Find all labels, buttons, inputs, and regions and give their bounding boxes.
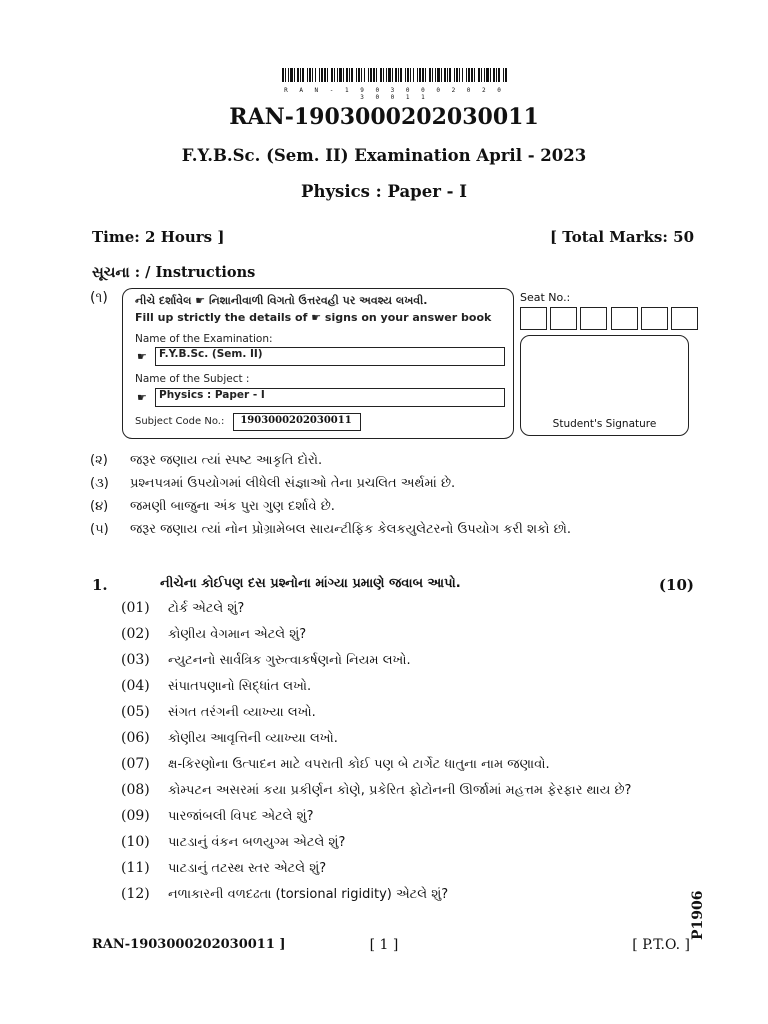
subject-name-label: Name of the Subject : [135, 373, 250, 385]
sub-question-number: (07) [121, 756, 150, 772]
sub-question [121, 704, 316, 720]
sub-question-text: પારજાંબલી વિપદ એટલે શું? [168, 809, 314, 824]
sub-question [121, 626, 306, 642]
sub-question [121, 600, 244, 616]
seat-number-cell [671, 307, 698, 330]
seat-number-cell [520, 307, 547, 330]
barcode-caption: R A N - 1 9 0 3 0 0 0 2 0 2 0 3 0 0 1 1 [284, 87, 505, 101]
pointing-hand-icon: ☛ [137, 391, 147, 404]
total-marks: [ Total Marks: 50 [549, 228, 694, 246]
sub-question [121, 834, 345, 850]
subject-code-label: Subject Code No.: [135, 416, 225, 427]
exam-title: F.Y.B.Sc. (Sem. II) Examination April - 2023 [181, 146, 587, 165]
seat-number-label: Seat No.: [520, 291, 571, 304]
sub-question-text: પાટડાનું વંકન બળયુગ્મ એટલે શું? [168, 835, 346, 850]
exam-name-value: F.Y.B.Sc. (Sem. II) [159, 348, 263, 360]
print-code: P1906 [690, 890, 706, 940]
sub-question-text: ન્યુટનનો સાર્વત્રિક ગુરુત્વાકર્ષણનો નિયમ લખો. [168, 653, 411, 668]
instruction-number: (૪) [90, 499, 109, 514]
paper-code: RAN-1903000202030011 [229, 104, 539, 130]
sub-question-number: (12) [121, 886, 150, 902]
instruction-text: જમણી બાજુના અંક પુરા ગુણ દર્શાવે છે. [130, 499, 335, 514]
seat-number-cell [580, 307, 607, 330]
sub-question [121, 652, 411, 668]
instruction-text: પ્રશ્નપત્રમાં ઉપયોગમાં લીધેલી સંજ્ઞાઓ તેના પ્રચલિત અર્થમાં છે. [130, 476, 456, 491]
question-number: 1. [92, 576, 108, 594]
sub-question [121, 808, 314, 824]
time-allowed: Time: 2 Hours ] [92, 228, 225, 246]
instruction-number: (૩) [90, 476, 109, 491]
question-marks: (10) [658, 576, 694, 594]
subject-title: Physics : Paper - I [301, 182, 467, 201]
instruction-number: (૫) [90, 522, 109, 537]
sub-question [121, 756, 550, 772]
please-turn-over: [ P.T.O. ] [632, 937, 690, 953]
sub-question-number: (11) [121, 860, 150, 876]
instruction-text: જરૂર જણાય ત્યાં સ્પષ્ટ આકૃતિ દોરો. [130, 453, 323, 468]
instructions-heading: સૂચના : / Instructions [92, 264, 256, 281]
instruction-item [90, 453, 322, 468]
sub-question-text: કોણીય આવૃત્તિની વ્યાખ્યા લખો. [168, 731, 338, 746]
sub-question [121, 678, 311, 694]
sub-question-number: (01) [121, 600, 150, 616]
sub-question-number: (04) [121, 678, 150, 694]
sub-question-number: (06) [121, 730, 150, 746]
exam-name-label: Name of the Examination: [135, 333, 273, 345]
details-instruction-gujarati: નીચે દર્શાવેલ ☛ નિશાનીવાળી વિગતો ઉત્તરવહી પર અવશ્ય લખવી. [135, 294, 428, 307]
subject-name-value: Physics : Paper - I [159, 389, 265, 401]
sub-question-number: (08) [121, 782, 150, 798]
instruction-number: (૨) [90, 453, 108, 468]
sub-question-text: કોમ્પટન અસરમાં કયા પ્રકીર્ણન કોણે, પ્રકેરિત ફોટોનની ઊર્જામાં મહત્તમ ફેરફાર થાય છે? [168, 783, 632, 798]
sub-question [121, 730, 338, 746]
sub-question-number: (10) [121, 834, 150, 850]
sub-question [121, 886, 448, 902]
sub-question-number: (02) [121, 626, 150, 642]
sub-question-text: કોણીય વેગમાન એટલે શું? [168, 627, 307, 642]
sub-question-text: ક્ષ-કિરણોના ઉત્પાદન માટે વપરાતી કોઈ પણ બે ટાર્ગેટ ધાતુના નામ જણાવો. [168, 757, 550, 772]
sub-question-text: સંપાતપણાનો સિદ્ધાંત લખો. [168, 679, 312, 694]
instruction-text: જરૂર જણાય ત્યાં નોન પ્રોગ્રામેબલ સાયન્ટીફિક કેલકયુલેટરનો ઉપયોગ કરી શકો છો. [130, 522, 572, 537]
seat-number-cell [550, 307, 577, 330]
instruction-number: (૧) [90, 290, 108, 306]
page-number: [ 1 ] [369, 937, 399, 953]
footer-paper-code: RAN-1903000202030011 ] [92, 937, 286, 952]
sub-question [121, 782, 631, 798]
sub-question-text: નળાકારની વળદઢતા (torsional rigidity) એટલે શું? [168, 887, 449, 902]
signature-label: Student's Signature [552, 418, 657, 430]
sub-question-number: (09) [121, 808, 150, 824]
seat-number-cell [641, 307, 668, 330]
details-instruction-english: Fill up strictly the details of ☛ signs on your answer book [135, 311, 492, 324]
sub-question-number: (03) [121, 652, 150, 668]
seat-number-cell [611, 307, 638, 330]
instruction-item [90, 476, 455, 491]
subject-code-value: 1903000202030011 [240, 415, 352, 426]
barcode [282, 68, 507, 82]
instruction-item [90, 522, 571, 537]
pointing-hand-icon: ☛ [137, 350, 147, 363]
sub-question [121, 860, 326, 876]
sub-question-text: સંગત તરંગની વ્યાખ્યા લખો. [168, 705, 316, 720]
sub-question-text: પાટડાનું તટસ્થ સ્તર એટલે શું? [168, 861, 327, 876]
instruction-item [90, 499, 335, 514]
question-text: નીચેના કોઈપણ દસ પ્રશ્નોના માંગ્યા પ્રમાણે જવાબ આપો. [160, 576, 461, 591]
sub-question-text: ટોર્ક એટલે શું? [168, 601, 245, 616]
sub-question-number: (05) [121, 704, 150, 720]
